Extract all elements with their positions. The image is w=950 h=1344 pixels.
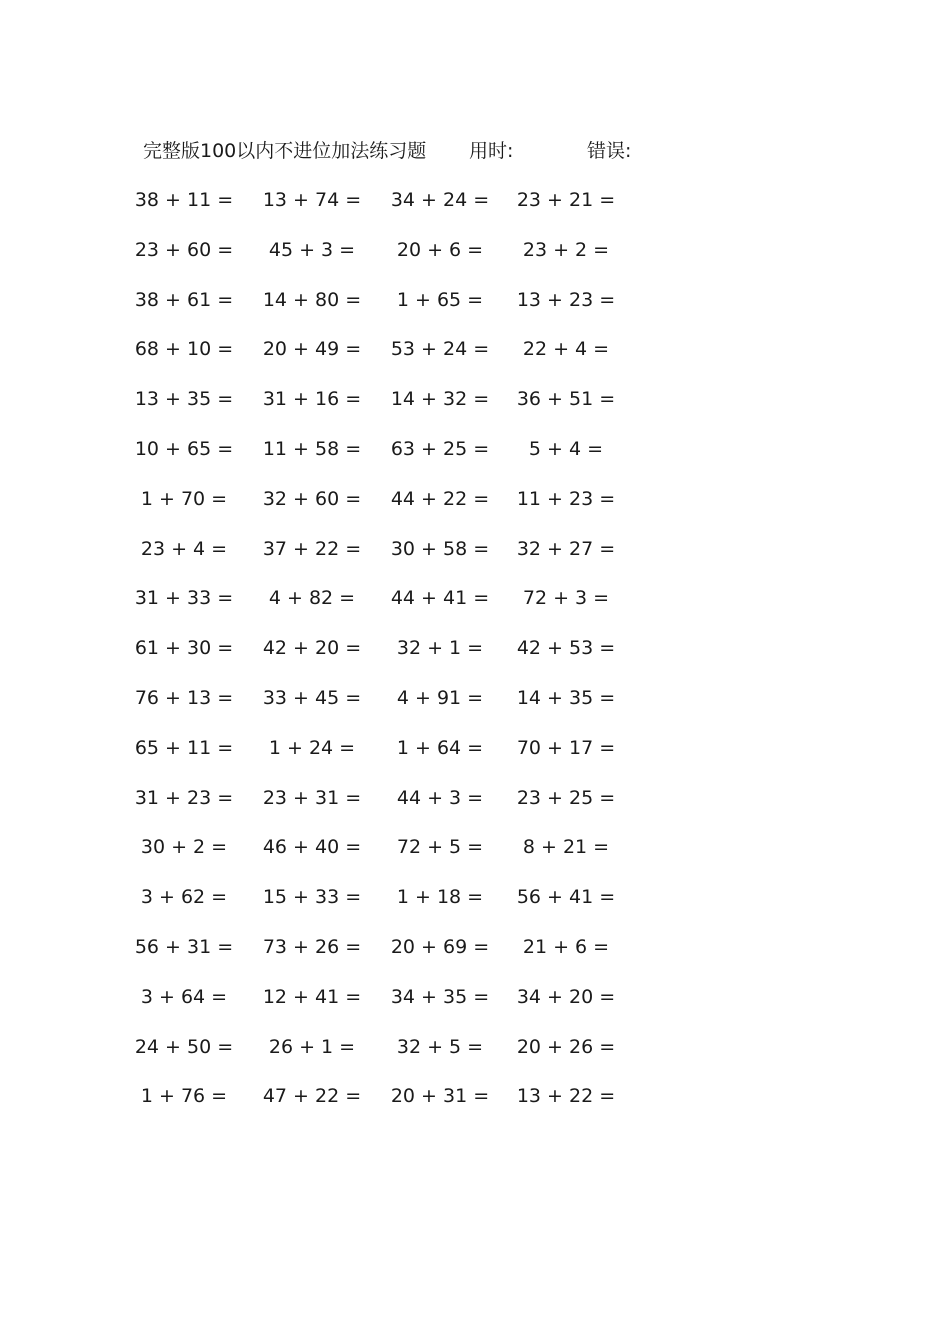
problem-item: 23 + 2 = xyxy=(522,238,610,261)
problem-item: 32 + 27 = xyxy=(516,537,616,560)
problem-item: 8 + 21 = xyxy=(522,836,610,859)
problem-item: 20 + 31 = xyxy=(390,1085,490,1108)
problem-item: 20 + 69 = xyxy=(390,936,490,958)
problem-item: 65 + 11 = xyxy=(134,736,234,759)
problem-item: 5 + 4 = xyxy=(528,438,604,460)
problem-item: 23 + 25 = xyxy=(516,786,616,809)
problem-item: 23 + 31 = xyxy=(262,786,362,809)
problem-item: 26 + 1 = xyxy=(268,1035,356,1058)
problem-item: 56 + 41 = xyxy=(516,886,616,909)
problem-item: 63 + 25 = xyxy=(390,438,490,460)
problem-item: 34 + 24 = xyxy=(390,189,490,211)
problem-item: 3 + 64 = xyxy=(140,985,228,1008)
problem-item: 4 + 91 = xyxy=(396,687,484,709)
problem-item: 44 + 41 = xyxy=(390,587,490,610)
problem-item: 31 + 16 = xyxy=(262,388,362,411)
problem-item: 15 + 33 = xyxy=(262,886,362,909)
problem-item: 34 + 35 = xyxy=(390,985,490,1008)
problem-item: 20 + 49 = xyxy=(262,338,362,361)
problem-item: 31 + 33 = xyxy=(134,587,234,610)
problem-item: 1 + 76 = xyxy=(140,1085,228,1108)
problem-item: 31 + 23 = xyxy=(134,786,234,809)
problem-item: 38 + 11 = xyxy=(134,189,234,211)
worksheet-header xyxy=(143,137,703,165)
problem-item: 1 + 24 = xyxy=(268,736,356,759)
problem-item: 72 + 5 = xyxy=(396,836,484,859)
problem-item: 42 + 20 = xyxy=(262,637,362,660)
problem-item: 45 + 3 = xyxy=(268,238,356,261)
problem-item: 13 + 22 = xyxy=(516,1085,616,1108)
problem-item: 76 + 13 = xyxy=(134,687,234,709)
problem-item: 13 + 74 = xyxy=(262,189,362,211)
problem-item: 30 + 58 = xyxy=(390,537,490,560)
problem-item: 23 + 21 = xyxy=(516,189,616,211)
problem-item: 47 + 22 = xyxy=(262,1085,362,1108)
problem-item: 20 + 6 = xyxy=(396,238,484,261)
problem-item: 72 + 3 = xyxy=(522,587,610,610)
problem-item: 53 + 24 = xyxy=(390,338,490,361)
problem-item: 10 + 65 = xyxy=(134,438,234,460)
problem-item: 34 + 20 = xyxy=(516,985,616,1008)
worksheet-title: 完整版100以内不进位加法练习题 xyxy=(143,140,427,162)
problem-item: 1 + 70 = xyxy=(140,487,228,510)
problem-item: 14 + 80 = xyxy=(262,288,362,311)
problem-item: 13 + 35 = xyxy=(134,388,234,411)
problem-item: 46 + 40 = xyxy=(262,836,362,859)
time-label: 用时: xyxy=(469,140,514,162)
problem-item: 1 + 64 = xyxy=(396,736,484,759)
problem-item: 24 + 50 = xyxy=(134,1035,234,1058)
problem-item: 32 + 1 = xyxy=(396,637,484,660)
problem-item: 38 + 61 = xyxy=(134,288,234,311)
problem-item: 61 + 30 = xyxy=(134,637,234,660)
problem-item: 14 + 35 = xyxy=(516,687,616,709)
problem-item: 42 + 53 = xyxy=(516,637,616,660)
problem-item: 37 + 22 = xyxy=(262,537,362,560)
problem-item: 1 + 18 = xyxy=(396,886,484,909)
problem-item: 20 + 26 = xyxy=(516,1035,616,1058)
problem-item: 32 + 5 = xyxy=(396,1035,484,1058)
problem-item: 36 + 51 = xyxy=(516,388,616,411)
problem-item: 4 + 82 = xyxy=(268,587,356,610)
problem-item: 68 + 10 = xyxy=(134,338,234,361)
problem-item: 30 + 2 = xyxy=(140,836,228,859)
problem-item: 33 + 45 = xyxy=(262,687,362,709)
problem-item: 23 + 60 = xyxy=(134,238,234,261)
problem-item: 44 + 3 = xyxy=(396,786,484,809)
problem-item: 32 + 60 = xyxy=(262,487,362,510)
problem-item: 70 + 17 = xyxy=(516,736,616,759)
problem-item: 73 + 26 = xyxy=(262,936,362,958)
problem-item: 12 + 41 = xyxy=(262,985,362,1008)
problem-item: 56 + 31 = xyxy=(134,936,234,958)
problem-item: 13 + 23 = xyxy=(516,288,616,311)
problem-item: 22 + 4 = xyxy=(522,338,610,361)
problem-item: 14 + 32 = xyxy=(390,388,490,411)
problem-item: 11 + 58 = xyxy=(262,438,362,460)
problem-item: 44 + 22 = xyxy=(390,487,490,510)
problem-item: 3 + 62 = xyxy=(140,886,228,909)
problem-item: 1 + 65 = xyxy=(396,288,484,311)
problem-item: 21 + 6 = xyxy=(522,936,610,958)
problem-item: 23 + 4 = xyxy=(140,537,228,560)
errors-label: 错误: xyxy=(587,140,632,162)
problem-item: 11 + 23 = xyxy=(516,487,616,510)
